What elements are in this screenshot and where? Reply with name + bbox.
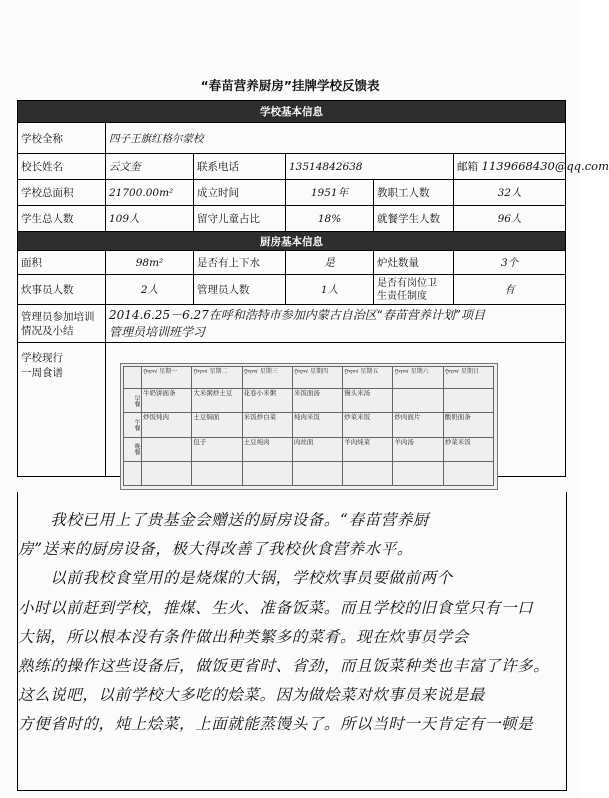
training-summary — [106, 305, 566, 343]
essay-line: 方便省时的，炖上烩菜，上面就能蒸馒头了。所以当时一天肯定有一顿是 — [18, 715, 534, 734]
email-value: 1139668430@qq.com — [481, 159, 609, 173]
phone-label: 联系电话 — [194, 154, 286, 180]
staff-count-value: 32人 — [454, 180, 566, 206]
essay-line: 这么说吧，以前学校大多吃的烩菜。因为做烩菜对炊事员来说是最 — [18, 686, 485, 705]
cook-count-value: 2人 — [106, 275, 194, 305]
menu-item — [444, 389, 494, 413]
menu-corner — [124, 367, 142, 389]
menu-label-line-2: 一周食谱 — [21, 367, 63, 379]
menu-item: 牛奶饼面条 — [142, 389, 192, 413]
menu-item: 羊肉汤 — [393, 438, 443, 462]
essay-line: 以前我校食堂用的是烧煤的大锅，学校炊事员要做前两个 — [18, 569, 453, 588]
training-label-line-2: 情况及小结 — [21, 324, 74, 337]
dining-students-value: 96人 — [454, 206, 566, 232]
kitchen-area-value: 98m² — [106, 251, 194, 275]
menu-item: 酸奶面条 — [444, 413, 494, 437]
essay-line: 房”送来的厨房设备，极大得改善了我校伙食营养水平。 — [18, 540, 413, 559]
student-count-value: 109人 — [106, 206, 194, 232]
founded-value: 1951年 — [286, 180, 374, 206]
menu-day-header: ᠭᠠᠷᠠᠭ 星期六 — [393, 367, 443, 389]
menu-item: 炒肉面片 — [393, 413, 443, 437]
menu-label-line-1: 学校现行 — [21, 352, 63, 364]
menu-item: 包子 — [192, 438, 242, 462]
menu-item: 炒菜米饭 — [444, 438, 494, 462]
menu-item: 米饭面汤 — [293, 389, 343, 413]
dining-students-label: 就餐学生人数 — [374, 206, 454, 232]
total-area-label: 学校总面积 — [18, 180, 106, 206]
student-count-label: 学生总人数 — [18, 206, 106, 232]
menu-item: 土豆焖面 — [192, 413, 242, 437]
menu-item — [393, 389, 443, 413]
menu-day-header: ᠭᠠᠷᠠᠭ 星期五 — [343, 367, 393, 389]
staff-count-label: 教职工人数 — [374, 180, 454, 206]
phone-value: 13514842638 — [286, 154, 454, 180]
email-label: 邮箱 — [457, 161, 478, 173]
menu-day-header: ᠭᠠᠷᠠᠭ 星期二 — [192, 367, 242, 389]
menu-item: 炒饭炖肉 — [142, 413, 192, 437]
water-value: 是 — [286, 251, 374, 275]
menu-day-header: ᠭᠠᠷᠠᠭ 星期三 — [243, 367, 293, 389]
school-section-header: 学校基本信息 — [18, 101, 566, 123]
left-behind-label: 留守儿童占比 — [194, 206, 286, 232]
menu-label — [18, 343, 106, 477]
menu-empty-cell — [444, 462, 494, 486]
total-area-value: 21700.00m² — [106, 180, 194, 206]
founded-label: 成立时间 — [194, 180, 286, 206]
menu-item: 炖肉米饭 — [293, 413, 343, 437]
menu-empty-cell — [343, 462, 393, 486]
menu-item — [142, 438, 192, 462]
email-cell — [454, 154, 609, 180]
essay-line: 我校已用上了贵基金会赠送的厨房设备。“春苗营养厨 — [18, 511, 430, 529]
menu-empty-cell — [124, 462, 142, 486]
menu-meal-label: 午餐 — [124, 413, 142, 437]
principal-label: 校长姓名 — [18, 154, 106, 180]
duty-system-value: 有 — [454, 275, 566, 305]
feedback-essay — [17, 492, 567, 791]
weekly-menu-grid — [123, 366, 494, 486]
menu-day-header: ᠭᠠᠷᠠᠭ 星期日 — [444, 367, 494, 389]
essay-line: 大锅，所以根本没有条件做出种类繁多的菜肴。现在炊事员学会 — [18, 627, 469, 646]
training-line-1: 2014.6.25－6.27在呼和浩特市参加内蒙古自治区“春苗营养计划”项目 — [109, 307, 486, 322]
menu-meal-label: 早餐 — [124, 389, 142, 413]
menu-empty-cell — [142, 462, 192, 486]
training-label — [18, 305, 106, 343]
menu-day-header: ᠭᠠᠷᠠᠭ 星期四 — [293, 367, 343, 389]
stove-count-value: 3个 — [454, 251, 566, 275]
menu-item: 羊肉炖菜 — [343, 438, 393, 462]
menu-meal-label: 晚餐 — [124, 438, 142, 462]
essay-line: 小时以前赶到学校，推煤、生火、准备饭菜。而且学校的旧食堂只有一口 — [18, 598, 534, 617]
menu-item: 大米粥炒土豆 — [192, 389, 242, 413]
menu-item: 花卷小米粥 — [243, 389, 293, 413]
school-name-label: 学校全称 — [18, 123, 106, 154]
cook-count-label: 炊事员人数 — [18, 275, 106, 305]
principal-value: 云文奎 — [106, 154, 194, 180]
duty-system-label — [374, 275, 454, 305]
menu-item: 米饭炒白菜 — [243, 413, 293, 437]
menu-item: 肉丝面 — [293, 438, 343, 462]
essay-line: 熟练的操作这些设备后，做饭更省时、省劲，而且饭菜种类也丰富了许多。 — [18, 657, 550, 676]
left-behind-value: 18% — [286, 206, 374, 232]
training-line-2: 管理员培训班学习 — [109, 324, 206, 339]
water-label: 是否有上下水 — [194, 251, 286, 275]
stove-count-label: 炉灶数量 — [374, 251, 454, 275]
duty-label-line-2: 生责任制度 — [377, 290, 427, 302]
kitchen-area-label: 面积 — [18, 251, 106, 275]
menu-item: 馒头米汤 — [343, 389, 393, 413]
menu-empty-cell — [393, 462, 443, 486]
kitchen-section-header: 厨房基本信息 — [18, 232, 566, 251]
school-name-value: 四子王旗红格尔蒙校 — [106, 123, 566, 154]
manager-count-label: 管理员人数 — [194, 275, 286, 305]
menu-empty-cell — [293, 462, 343, 486]
menu-empty-cell — [192, 462, 242, 486]
menu-empty-cell — [243, 462, 293, 486]
menu-item: 土豆炖肉 — [243, 438, 293, 462]
duty-label-line-1: 是否有岗位卫 — [377, 277, 437, 289]
manager-count-value: 1人 — [286, 275, 374, 305]
form-title: “春苗营养厨房”挂牌学校反馈表 — [200, 78, 380, 93]
menu-day-header: ᠭᠠᠷᠠᠭ 星期一 — [142, 367, 192, 389]
training-label-line-1: 管理员参加培训 — [21, 310, 95, 323]
menu-item: 炒菜米饭 — [343, 413, 393, 437]
